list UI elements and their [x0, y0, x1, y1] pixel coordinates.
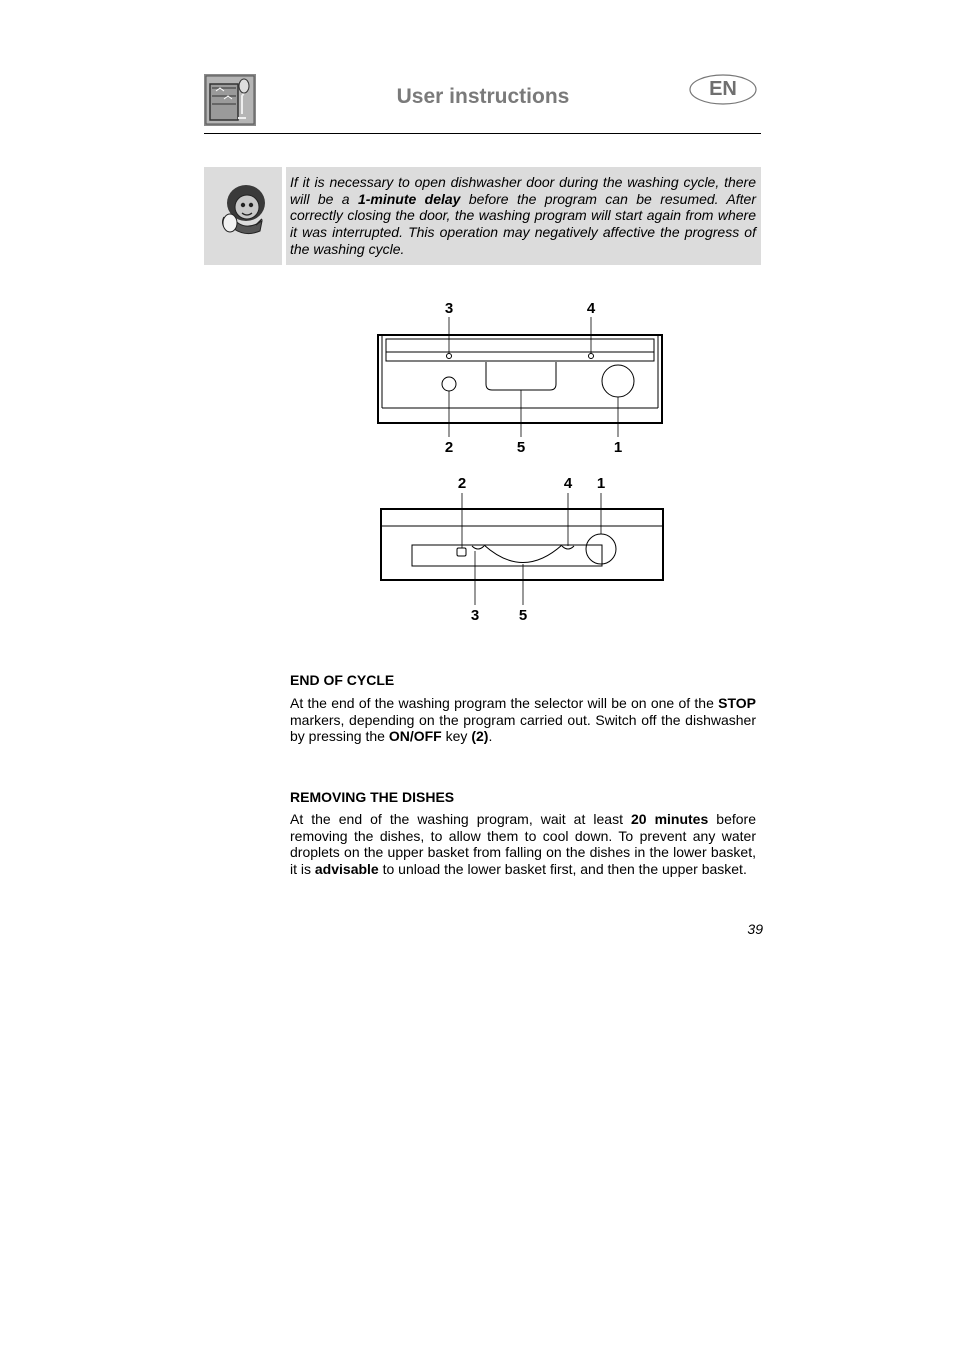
text-run: before removing the dishes, to allow them to cool down. To prevent any water droplets on the upper basket from falling on the dishes in the lower basket, it is [290, 811, 756, 878]
text-run: At the end of the washing program the selector will be on one of the [290, 695, 719, 711]
note-text-part: If it is necessary to open dishwasher door during the washing cycle, there will be a [290, 174, 756, 207]
text-run-bold: STOP [718, 695, 756, 711]
diagram-label: 1 [613, 439, 623, 456]
diagram-label: 5 [516, 439, 526, 456]
text-run: markers, depending on the program carried out. Switch off the dishwasher by pressing the [290, 711, 756, 745]
text-run-bold: 20 minutes [630, 811, 709, 827]
text-run: At the end of the washing program, wait at least [290, 811, 631, 827]
note-icon-panel [204, 167, 282, 265]
text-run-bold: (2) [471, 728, 489, 745]
section-paragraph [290, 695, 756, 745]
dishwasher-icon [204, 74, 256, 126]
text-run-bold: advisable [314, 861, 379, 878]
section-heading: END OF CYCLE [290, 672, 395, 688]
control-panel-diagram-top [360, 292, 680, 462]
text-run-bold: ON/OFF [388, 728, 442, 745]
diagram-label: 2 [457, 475, 467, 492]
diagram-label: 3 [470, 607, 480, 624]
section-paragraph [290, 811, 756, 878]
note-text [290, 174, 756, 258]
note-text-part: before the program can be resumed. After correctly closing the door, the washing program will start again from where it was interrupted. This operation may negatively affective the progress of the washing cycle. [290, 190, 757, 257]
page-number: 39 [747, 921, 763, 937]
diagram-label: 1 [596, 475, 606, 492]
section-heading: REMOVING THE DISHES [290, 789, 455, 805]
text-run: to unload the lower basket first, and then the upper basket. [378, 861, 747, 878]
diagram-label: 4 [563, 475, 573, 492]
note-text-bold: 1-minute delay [357, 190, 461, 207]
chef-character-icon [204, 167, 282, 265]
diagram-label: 5 [518, 607, 528, 624]
diagram-label: 2 [444, 439, 454, 456]
header-divider [204, 133, 761, 134]
page-title: User instructions [396, 85, 570, 108]
diagram-label: 4 [586, 300, 596, 317]
text-run: key [441, 728, 472, 745]
control-panel-diagram-bottom [360, 468, 680, 628]
text-run: . [488, 728, 493, 745]
language-label: EN [709, 78, 737, 100]
diagram-label: 3 [444, 300, 454, 317]
